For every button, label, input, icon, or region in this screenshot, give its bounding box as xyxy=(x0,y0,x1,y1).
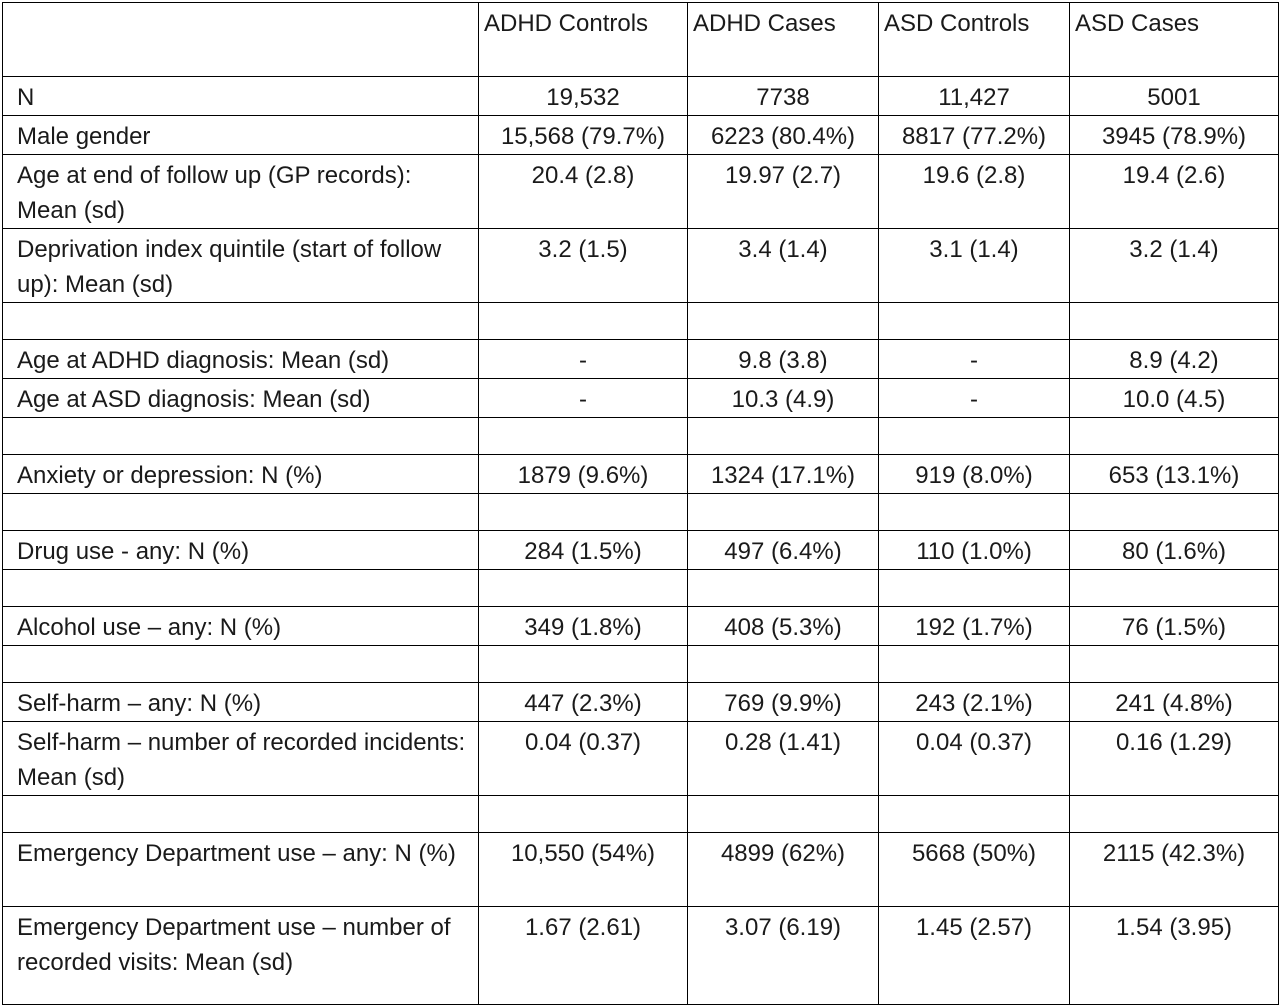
table-cell: 10.0 (4.5) xyxy=(1070,379,1279,418)
row-label: Age at ADHD diagnosis: Mean (sd) xyxy=(3,340,479,379)
row-label: Anxiety or depression: N (%) xyxy=(3,455,479,494)
row-label xyxy=(3,418,479,455)
table-cell xyxy=(479,418,688,455)
table-cell: - xyxy=(879,379,1070,418)
row-label xyxy=(3,494,479,531)
row-label xyxy=(3,646,479,683)
row-label: Age at end of follow up (GP records): Mean (sd) xyxy=(3,155,479,229)
table-cell: 192 (1.7%) xyxy=(879,607,1070,646)
table-cell xyxy=(1070,570,1279,607)
table-row xyxy=(3,229,1279,303)
table-row xyxy=(3,340,1279,379)
row-label: Emergency Department use – number of recorded visits: Mean (sd) xyxy=(3,907,479,1005)
table-cell: 0.28 (1.41) xyxy=(688,722,879,796)
table-row xyxy=(3,531,1279,570)
table-cell xyxy=(1070,646,1279,683)
table-cell xyxy=(688,796,879,833)
row-label: Male gender xyxy=(3,116,479,155)
table-cell xyxy=(688,646,879,683)
row-label: Emergency Department use – any: N (%) xyxy=(3,833,479,907)
table-cell: 10.3 (4.9) xyxy=(688,379,879,418)
table-cell xyxy=(879,796,1070,833)
table-cell: 3.07 (6.19) xyxy=(688,907,879,1005)
column-header-adhd-controls: ADHD Controls xyxy=(479,3,688,77)
table-cell: 19.97 (2.7) xyxy=(688,155,879,229)
column-header-asd-cases: ASD Cases xyxy=(1070,3,1279,77)
table-cell: 349 (1.8%) xyxy=(479,607,688,646)
row-label: Self-harm – number of recorded incidents: Mean (sd) xyxy=(3,722,479,796)
row-label xyxy=(3,570,479,607)
table-cell xyxy=(479,796,688,833)
table-row xyxy=(3,379,1279,418)
table-cell: 0.04 (0.37) xyxy=(879,722,1070,796)
row-label: Drug use - any: N (%) xyxy=(3,531,479,570)
column-header-asd-controls: ASD Controls xyxy=(879,3,1070,77)
table-cell: 3.2 (1.5) xyxy=(479,229,688,303)
table-cell xyxy=(879,418,1070,455)
table-cell xyxy=(479,494,688,531)
table-cell xyxy=(1070,494,1279,531)
table-cell: 241 (4.8%) xyxy=(1070,683,1279,722)
row-label: Alcohol use – any: N (%) xyxy=(3,607,479,646)
table-cell xyxy=(688,418,879,455)
table-cell: - xyxy=(479,340,688,379)
table-cell: 0.16 (1.29) xyxy=(1070,722,1279,796)
table-cell: 3.2 (1.4) xyxy=(1070,229,1279,303)
table-row xyxy=(3,683,1279,722)
table-cell: 8.9 (4.2) xyxy=(1070,340,1279,379)
spacer-row xyxy=(3,418,1279,455)
table-row xyxy=(3,833,1279,907)
table-cell: 19.6 (2.8) xyxy=(879,155,1070,229)
header-row xyxy=(3,3,1279,77)
row-label: Age at ASD diagnosis: Mean (sd) xyxy=(3,379,479,418)
table-cell: 19.4 (2.6) xyxy=(1070,155,1279,229)
row-label xyxy=(3,303,479,340)
table-cell: 284 (1.5%) xyxy=(479,531,688,570)
row-label: N xyxy=(3,77,479,116)
table-cell: 20.4 (2.8) xyxy=(479,155,688,229)
table-row xyxy=(3,907,1279,1005)
table-cell: 3.1 (1.4) xyxy=(879,229,1070,303)
table-cell: 6223 (80.4%) xyxy=(688,116,879,155)
table-cell: - xyxy=(879,340,1070,379)
table-cell xyxy=(1070,796,1279,833)
table-cell xyxy=(688,303,879,340)
table-cell: 3.4 (1.4) xyxy=(688,229,879,303)
table-cell: 408 (5.3%) xyxy=(688,607,879,646)
table-cell xyxy=(688,570,879,607)
spacer-row xyxy=(3,796,1279,833)
table-cell: 769 (9.9%) xyxy=(688,683,879,722)
table-row xyxy=(3,722,1279,796)
table-row xyxy=(3,77,1279,116)
spacer-row xyxy=(3,303,1279,340)
table-cell: 1879 (9.6%) xyxy=(479,455,688,494)
table-cell xyxy=(688,494,879,531)
spacer-row xyxy=(3,494,1279,531)
table-cell: 9.8 (3.8) xyxy=(688,340,879,379)
row-label xyxy=(3,796,479,833)
table-cell xyxy=(879,570,1070,607)
column-header-adhd-cases: ADHD Cases xyxy=(688,3,879,77)
table-cell: 5668 (50%) xyxy=(879,833,1070,907)
column-header-label xyxy=(3,3,479,77)
row-label: Self-harm – any: N (%) xyxy=(3,683,479,722)
table-cell xyxy=(1070,418,1279,455)
table-cell: 11,427 xyxy=(879,77,1070,116)
table-row xyxy=(3,155,1279,229)
table-cell: 1.54 (3.95) xyxy=(1070,907,1279,1005)
table-cell: 919 (8.0%) xyxy=(879,455,1070,494)
spacer-row xyxy=(3,570,1279,607)
table-cell: 7738 xyxy=(688,77,879,116)
table-cell xyxy=(1070,303,1279,340)
table-row xyxy=(3,116,1279,155)
table-cell: 80 (1.6%) xyxy=(1070,531,1279,570)
table-row xyxy=(3,607,1279,646)
table-cell: 4899 (62%) xyxy=(688,833,879,907)
table-cell: 447 (2.3%) xyxy=(479,683,688,722)
table-cell xyxy=(479,570,688,607)
table-cell: 497 (6.4%) xyxy=(688,531,879,570)
table-cell: 76 (1.5%) xyxy=(1070,607,1279,646)
table-cell xyxy=(479,646,688,683)
spacer-row xyxy=(3,646,1279,683)
table-cell: 2115 (42.3%) xyxy=(1070,833,1279,907)
table-cell: 653 (13.1%) xyxy=(1070,455,1279,494)
table-cell: 10,550 (54%) xyxy=(479,833,688,907)
table-cell xyxy=(879,646,1070,683)
table-cell: 19,532 xyxy=(479,77,688,116)
table-cell: 5001 xyxy=(1070,77,1279,116)
table-cell: - xyxy=(479,379,688,418)
table-cell xyxy=(879,303,1070,340)
characteristics-table xyxy=(2,2,1279,1005)
table-cell: 15,568 (79.7%) xyxy=(479,116,688,155)
table-cell xyxy=(479,303,688,340)
row-label: Deprivation index quintile (start of follow up): Mean (sd) xyxy=(3,229,479,303)
table-cell: 8817 (77.2%) xyxy=(879,116,1070,155)
table-row xyxy=(3,455,1279,494)
table-cell: 243 (2.1%) xyxy=(879,683,1070,722)
table-cell: 3945 (78.9%) xyxy=(1070,116,1279,155)
table-cell: 0.04 (0.37) xyxy=(479,722,688,796)
table-cell xyxy=(879,494,1070,531)
table-body xyxy=(3,3,1279,1005)
table-cell: 1324 (17.1%) xyxy=(688,455,879,494)
table-cell: 1.45 (2.57) xyxy=(879,907,1070,1005)
table-cell: 110 (1.0%) xyxy=(879,531,1070,570)
table-cell: 1.67 (2.61) xyxy=(479,907,688,1005)
